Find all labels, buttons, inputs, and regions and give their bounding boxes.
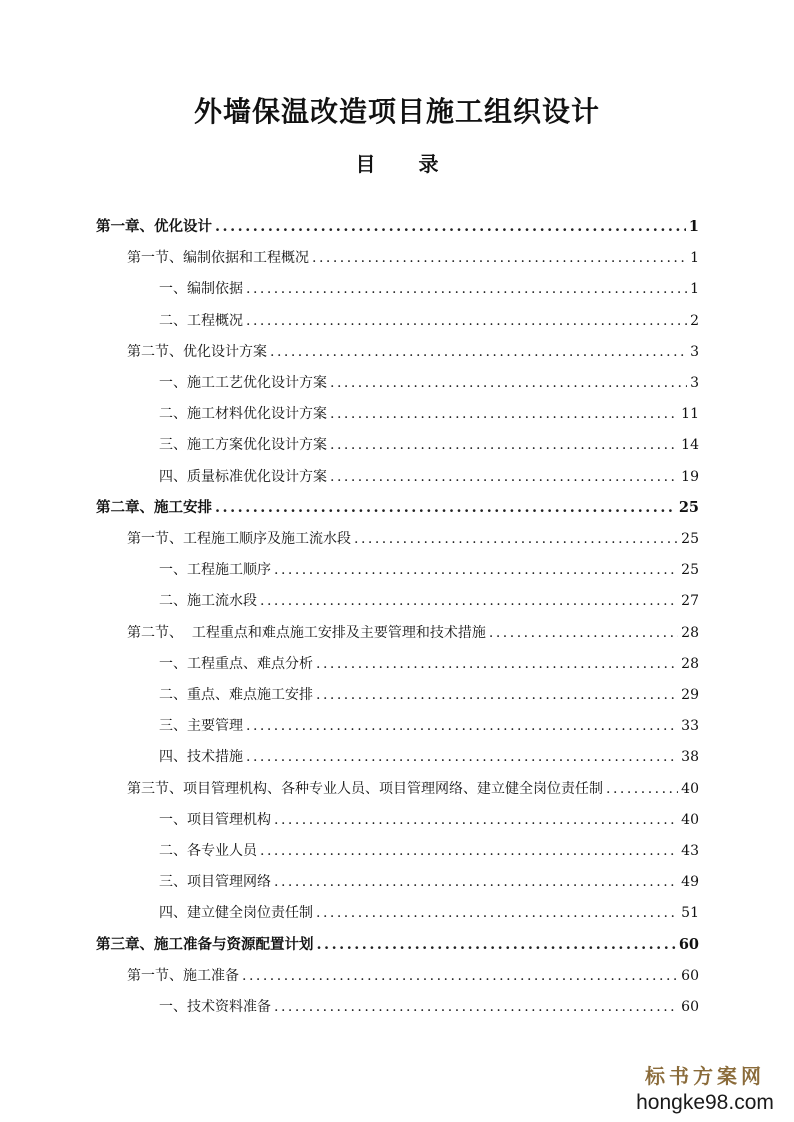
toc-entry[interactable] (127, 777, 699, 801)
toc-entry[interactable] (159, 901, 699, 925)
toc-leader-dots (330, 371, 687, 395)
toc-entry-page: 29 (681, 687, 699, 703)
toc-entry-label: 一、编制依据 (159, 281, 243, 298)
toc-entry-page: 1 (690, 281, 699, 298)
toc-entry-label: 第二章、施工安排 (96, 498, 212, 516)
site-watermark (620, 1064, 790, 1116)
toc-entry-page: 25 (681, 531, 699, 547)
toc-entry-page: 25 (681, 562, 699, 579)
toc-entry-label: 二、重点、难点施工安排 (159, 687, 313, 703)
toc-entry[interactable] (159, 683, 699, 707)
watermark-title: 标书方案网 (645, 1066, 765, 1088)
toc-entry[interactable] (159, 714, 699, 738)
toc-entry-label: 一、项目管理机构 (159, 811, 271, 828)
toc-entry-page: 33 (681, 718, 699, 735)
toc-leader-dots (354, 527, 678, 551)
toc-entry[interactable] (159, 870, 699, 894)
toc-entry-page: 28 (681, 655, 699, 672)
toc-entry-page: 60 (681, 999, 699, 1015)
toc-entry-label: 三、项目管理网络 (159, 874, 271, 891)
toc-leader-dots (246, 714, 678, 738)
toc-leader-dots (316, 901, 678, 925)
toc-entry[interactable] (159, 589, 699, 613)
toc-entry-label: 三、施工方案优化设计方案 (159, 437, 327, 454)
toc-entry[interactable] (159, 808, 699, 832)
toc-entry-label: 第三节、项目管理机构、各种专业人员、项目管理网络、建立健全岗位责任制 (127, 780, 603, 797)
toc-entry-page: 3 (690, 375, 699, 391)
toc-leader-dots (274, 995, 678, 1019)
toc-entry[interactable] (159, 839, 699, 863)
toc-entry-label: 一、施工工艺优化设计方案 (159, 375, 327, 391)
toc-entry[interactable] (127, 340, 699, 364)
watermark-url: hongke98.com (636, 1091, 774, 1114)
toc-entry-page: 2 (690, 312, 699, 329)
toc-leader-dots (606, 777, 678, 801)
toc-heading: 目 录 (355, 152, 457, 176)
toc-entry-label: 第一节、编制依据和工程概况 (127, 250, 309, 267)
toc-entry[interactable] (127, 964, 699, 988)
toc-entry-page: 60 (681, 967, 699, 984)
toc-entry-page: 43 (681, 843, 699, 859)
toc-entry[interactable] (96, 933, 699, 957)
toc-leader-dots (330, 433, 678, 457)
toc-leader-dots (274, 870, 678, 894)
toc-entry-page: 40 (681, 811, 699, 828)
toc-leader-dots (317, 933, 676, 957)
toc-entry[interactable] (159, 402, 699, 426)
toc-entry-page: 19 (681, 468, 699, 485)
toc-leader-dots (270, 340, 687, 364)
toc-entry-label: 第二节、优化设计方案 (127, 343, 267, 360)
toc-entry[interactable] (96, 215, 699, 239)
toc-entry-label: 三、主要管理 (159, 718, 243, 735)
toc-entry-label: 四、技术措施 (159, 749, 243, 766)
toc-entry[interactable] (159, 433, 699, 457)
toc-entry-label: 二、各专业人员 (159, 843, 257, 859)
toc-entry-page: 14 (681, 437, 699, 454)
toc-leader-dots (246, 745, 678, 769)
toc-entry-label: 二、施工流水段 (159, 593, 257, 610)
toc-entry[interactable] (159, 652, 699, 676)
toc-leader-dots (215, 496, 676, 520)
toc-leader-dots (274, 808, 678, 832)
toc-leader-dots (316, 652, 678, 676)
toc-entry-page: 49 (681, 874, 699, 891)
toc-entry-page: 28 (681, 624, 699, 641)
toc-leader-dots (246, 277, 687, 301)
toc-entry-page: 51 (681, 905, 699, 922)
toc-entry-page: 25 (678, 498, 699, 516)
toc-leader-dots (260, 589, 678, 613)
toc-entry[interactable] (127, 621, 699, 645)
toc-leader-dots (246, 309, 687, 333)
toc-leader-dots (312, 246, 687, 270)
toc-entry[interactable] (159, 745, 699, 769)
toc-entry-page: 38 (681, 749, 699, 766)
toc-entry-label: 一、工程重点、难点分析 (159, 655, 313, 672)
toc-entry-page: 11 (681, 406, 699, 423)
toc-entry-page: 1 (690, 250, 699, 267)
document-title: 外墙保温改造项目施工组织设计 (193, 95, 600, 128)
toc-entry[interactable] (159, 465, 699, 489)
toc-entry-label: 第一节、施工准备 (127, 967, 239, 984)
toc-leader-dots (489, 621, 678, 645)
toc-entry[interactable] (127, 527, 699, 551)
toc-entry-page: 1 (688, 218, 699, 235)
toc-entry-label: 二、施工材料优化设计方案 (159, 406, 327, 423)
toc-leader-dots (330, 465, 678, 489)
toc-leader-dots (242, 964, 678, 988)
toc-entry-label: 四、质量标准优化设计方案 (159, 468, 327, 485)
toc-entry-label: 一、工程施工顺序 (159, 562, 271, 579)
toc-entry-page: 27 (681, 593, 699, 610)
toc-entry-label: 第三章、施工准备与资源配置计划 (96, 935, 314, 953)
toc-entry-page: 3 (690, 343, 699, 360)
toc-entry-label: 第一章、优化设计 (96, 218, 212, 235)
toc-leader-dots (260, 839, 678, 863)
toc-entry[interactable] (159, 995, 699, 1019)
toc-entry-label: 二、工程概况 (159, 312, 243, 329)
toc-entry-label: 一、技术资料准备 (159, 999, 271, 1015)
toc-entry[interactable] (159, 309, 699, 333)
toc-entry-label: 第一节、工程施工顺序及施工流水段 (127, 531, 351, 547)
toc-entry-label: 第二节、 工程重点和难点施工安排及主要管理和技术措施 (127, 624, 486, 641)
toc-leader-dots (316, 683, 678, 707)
toc-leader-dots (330, 402, 678, 426)
toc-entry[interactable] (127, 246, 699, 270)
toc-leader-dots (274, 558, 678, 582)
toc-entry-page: 40 (681, 780, 699, 797)
toc-entry[interactable] (159, 558, 699, 582)
toc-entry[interactable] (159, 371, 699, 395)
toc-entry-page: 60 (678, 935, 699, 953)
toc-entry[interactable] (159, 277, 699, 301)
toc-entry[interactable] (96, 496, 699, 520)
toc-leader-dots (215, 215, 686, 239)
toc-entry-label: 四、建立健全岗位责任制 (159, 905, 313, 922)
